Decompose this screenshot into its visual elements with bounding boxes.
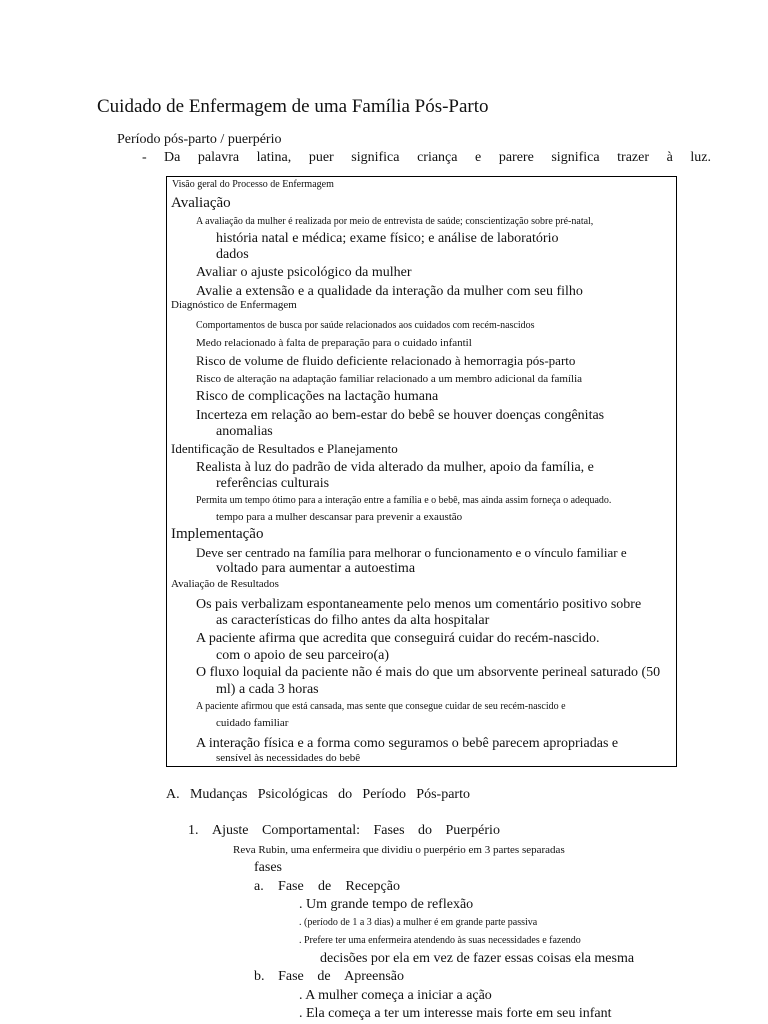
item-continuation: as características do filho antes da alta hospitalar <box>216 613 490 628</box>
evaluation-item <box>196 735 618 752</box>
item-continuation: fases <box>254 860 282 875</box>
word: 1. <box>188 823 199 838</box>
word: Fase <box>278 969 304 984</box>
item-text: Risco de volume de fluido deficiente relacionado à hemorragia pós-parto <box>196 353 576 368</box>
definition-dash: - <box>142 150 147 165</box>
item-text: A avaliação da mulher é realizada por meio de entrevista de saúde; conscientização sobre pré-natal, <box>196 216 594 227</box>
word: trazer <box>617 150 649 165</box>
planning-item <box>196 495 611 506</box>
item-text: Avaliar o ajuste psicológico da mulher <box>196 265 412 280</box>
phase-b-heading <box>254 969 404 985</box>
word: a. <box>254 879 264 894</box>
item-text: Medo relacionado à falta de preparação para o cuidado infantil <box>196 337 472 349</box>
item-text: Os pais verbalizam espontaneamente pelo menos um comentário positivo sobre <box>196 597 642 612</box>
phase-b-point: . Ela começa a ter um interesse mais forte em seu infant <box>299 1006 612 1021</box>
item-1-heading <box>188 823 500 839</box>
word: significa <box>551 150 600 165</box>
word: Período <box>362 787 406 802</box>
item-text: Reva Rubin, uma enfermeira que dividiu o puerpério em 3 partes separadas <box>233 844 565 856</box>
item-continuation: sensível às necessidades do bebê <box>216 752 361 764</box>
planning-heading: Identificação de Resultados e Planejamento <box>171 441 398 456</box>
evaluation-item <box>196 630 599 647</box>
word: significa <box>351 150 400 165</box>
assessment-item <box>196 216 593 227</box>
item-continuation: anomalias <box>216 424 273 439</box>
item-text: Comportamentos de busca por saúde relacionados aos cuidados com recém-nascidos <box>196 320 535 331</box>
item-text: Risco de complicações na lactação humana <box>196 389 439 404</box>
evaluation-item <box>196 701 566 712</box>
page-title: Cuidado de Enfermagem de uma Família Pós-Parto <box>97 96 489 117</box>
item-continuation: decisões por ela em vez de fazer essas coisas ela mesma <box>320 951 635 966</box>
word: Fase <box>278 879 304 894</box>
word: puer <box>308 150 334 165</box>
word: b. <box>254 969 265 984</box>
implementation-item <box>196 545 627 561</box>
item-text: A paciente afirma que acredita que conseguirá cuidar do recém-nascido. <box>196 631 600 646</box>
word: latina, <box>256 150 292 165</box>
evaluation-heading: Avaliação de Resultados <box>171 578 279 590</box>
item-continuation: cuidado familiar <box>216 717 289 729</box>
assessment-item <box>196 283 583 300</box>
word: parere <box>498 150 534 165</box>
diagnosis-item <box>196 372 582 385</box>
word: Apreensão <box>344 969 404 984</box>
phase-a-point: . (período de 1 a 3 dias) a mulher é em grande parte passiva <box>299 917 538 928</box>
evaluation-item <box>196 596 641 613</box>
word: Puerpério <box>445 823 500 838</box>
word: Da <box>164 150 181 165</box>
word: Mudanças <box>189 787 248 802</box>
item-continuation: com o apoio de seu parceiro(a) <box>216 648 389 663</box>
word: à <box>666 150 673 165</box>
intro-bullet-line <box>117 131 281 148</box>
item-text: Risco de alteração na adaptação familiar relacionado a um membro adicional da família <box>196 373 583 385</box>
word: Psicológicas <box>257 787 328 802</box>
word: do <box>338 787 353 802</box>
item-text: Permita um tempo ótimo para a interação entre a família e o bebê, mas ainda assim forneça o adequado. <box>196 495 612 506</box>
rubin-line <box>233 843 565 856</box>
word: Fases <box>373 823 405 838</box>
diagnosis-item <box>196 388 438 405</box>
word: Pós-parto <box>416 787 470 802</box>
item-text: Deve ser centrado na família para melhorar o funcionamento e o vínculo familiar e <box>196 545 627 560</box>
section-a-heading <box>166 787 470 803</box>
evaluation-item <box>196 664 660 681</box>
word: Ajuste <box>211 823 249 838</box>
item-text: Avalie a extensão e a qualidade da interação da mulher com seu filho <box>196 284 583 299</box>
definition-line <box>164 150 711 166</box>
item-text: A paciente afirmou que está cansada, mas sente que consegue cuidar de seu recém-nascido e <box>196 701 566 712</box>
item-continuation: história natal e médica; exame físico; e análise de laboratório <box>216 231 559 246</box>
phase-a-point: . Um grande tempo de reflexão <box>299 897 474 912</box>
planning-item <box>196 459 594 476</box>
word: Recepção <box>345 879 400 894</box>
diagnosis-item <box>196 320 535 331</box>
item-text: O fluxo loquial da paciente não é mais do que um absorvente perineal saturado (50 <box>196 665 661 680</box>
overview-header: Visão geral do Processo de Enfermagem <box>172 179 334 190</box>
assessment-item <box>196 264 412 281</box>
word: e <box>475 150 482 165</box>
implementation-heading: Implementação <box>171 526 264 542</box>
word: luz. <box>690 150 711 165</box>
word: do <box>418 823 433 838</box>
diagnosis-item <box>196 353 575 369</box>
phase-a-heading <box>254 879 400 895</box>
phase-a-point: . Prefere ter uma enfermeira atendendo às suas necessidades e fazendo <box>299 935 581 946</box>
phase-b-point: . A mulher começa a iniciar a ação <box>299 988 492 1003</box>
item-continuation: tempo para a mulher descansar para prevenir a exaustão <box>216 511 463 523</box>
diagnosis-item <box>196 407 604 424</box>
word: Comportamental: <box>262 823 360 838</box>
word: de <box>317 969 331 984</box>
item-continuation: referências culturais <box>216 476 330 491</box>
word: palavra <box>197 150 240 165</box>
intro-bullet-text: Período pós-parto / puerpério <box>117 132 282 147</box>
item-text: A interação física e a forma como seguramos o bebê parecem apropriadas e <box>196 736 619 751</box>
assessment-heading: Avaliação <box>171 195 231 211</box>
word: de <box>318 879 332 894</box>
item-continuation: voltado para aumentar a autoestima <box>216 561 416 576</box>
item-text: Incerteza em relação ao bem-estar do bebê se houver doenças congênitas <box>196 408 605 423</box>
diagnosis-heading: Diagnóstico de Enfermagem <box>171 299 297 311</box>
word: criança <box>417 150 458 165</box>
item-text: Realista à luz do padrão de vida alterado da mulher, apoio da família, e <box>196 460 594 475</box>
item-continuation: dados <box>216 247 249 262</box>
diagnosis-item <box>196 336 472 349</box>
word: A. <box>166 787 180 802</box>
item-continuation: ml) a cada 3 horas <box>216 682 319 697</box>
